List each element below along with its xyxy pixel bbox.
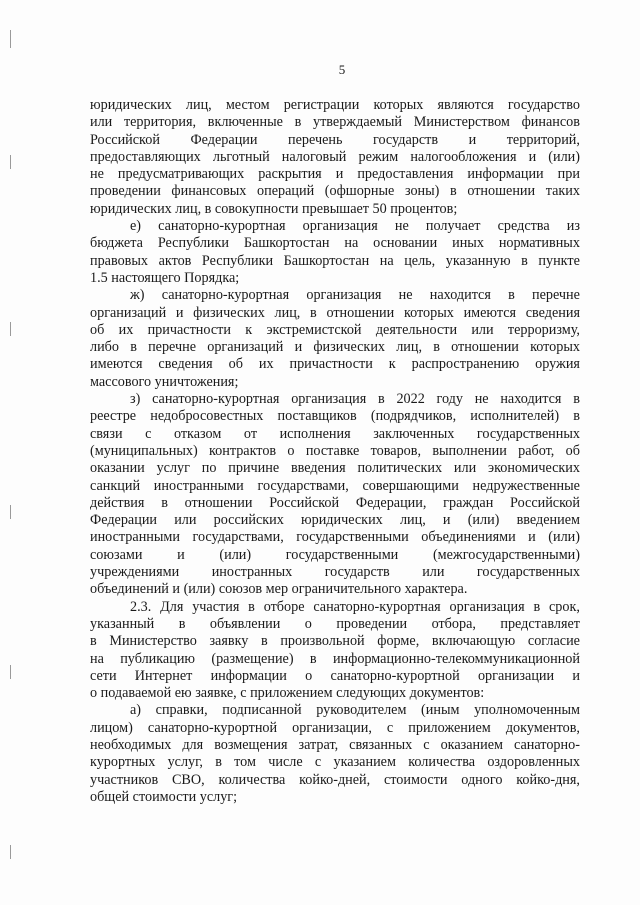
text-line: реестре недобросовестных поставщиков (подрядчиков, исполнителей) в: [90, 408, 580, 425]
binding-mark: [10, 505, 11, 519]
text-line: не предусматривающих раскрытия и предоставления информации при: [90, 166, 580, 183]
text-line: 1.5 настоящего Порядка;: [90, 269, 240, 286]
text-line: предоставляющих льготный налоговый режим налогообложения и (или): [90, 148, 580, 165]
text-line: общей стоимости услуг;: [90, 788, 238, 805]
text-line: союзами и (или) государственными (межгосударственными): [90, 546, 580, 563]
text-line: об их причастности к экстремистской деятельности или терроризму,: [90, 321, 580, 338]
text-line: участников СВО, количества койко-дней, стоимости одного койко-дня,: [90, 771, 580, 788]
text-line: (муниципальных) контрактов о поставке товаров, выполнении работ, об: [90, 442, 580, 459]
text-line: е) санаторно-курортная организация не получает средства из: [130, 218, 580, 235]
text-line: имеются сведения об их причастности к распространению оружия: [90, 356, 580, 373]
text-line: иностранными государствами, государственными объединениями и (или): [90, 529, 580, 546]
text-line: указанный в объявлении о проведении отбора, представляет: [90, 615, 580, 632]
text-line: правовых актов Республики Башкортостан на цель, указанную в пункте: [90, 252, 580, 269]
text-line: бюджета Республики Башкортостан на основании иных нормативных: [90, 235, 580, 252]
binding-mark: [10, 665, 11, 679]
text-line: оказании услуг по причине введения политических или экономических: [90, 460, 580, 477]
body-text: [90, 97, 580, 806]
text-line: сети Интернет информации о санаторно-курортной организации и: [90, 667, 580, 684]
text-line: в Министерство заявку в произвольной форме, включающую согласие: [90, 633, 580, 650]
text-line: или территория, включенные в утверждаемый Министерством финансов: [90, 114, 580, 131]
text-line: связи с отказом от исполнения заключенных государственных: [90, 425, 580, 442]
binding-mark: [10, 155, 11, 169]
page-number: 5: [338, 62, 346, 77]
text-line: действия в отношении Российской Федерации, граждан Российской: [90, 494, 580, 511]
text-line: массового уничтожения;: [90, 373, 239, 390]
text-line: учреждениями иностранных государств или государственных: [90, 564, 580, 581]
text-line: о подаваемой ею заявке, с приложением следующих документов:: [90, 685, 485, 702]
text-line: Федерации или российских юридических лиц, и (или) введением: [90, 512, 580, 529]
text-line: 2.3. Для участия в отборе санаторно-курортная организация в срок,: [130, 598, 580, 615]
text-line: з) санаторно-курортная организация в 2022 году не находится в: [130, 391, 580, 408]
text-line: юридических лиц, в совокупности превышает 50 процентов;: [90, 200, 458, 217]
text-line: необходимых для возмещения затрат, связанных с оказанием санаторно-: [90, 736, 580, 753]
text-line: на публикацию (размещение) в информационно-телекоммуникационной: [90, 650, 580, 667]
text-line: Российской Федерации перечень государств и территорий,: [90, 131, 580, 148]
text-line: проведении финансовых операций (офшорные зоны) в отношении таких: [90, 183, 580, 200]
text-line: лицом) санаторно-курортной организации, с приложением документов,: [90, 719, 580, 736]
text-line: а) справки, подписанной руководителем (иным уполномоченным: [130, 702, 580, 719]
binding-mark: [10, 845, 11, 859]
text-line: санкций иностранными государствами, совершающими недружественные: [90, 477, 580, 494]
text-line: юридических лиц, местом регистрации которых являются государство: [90, 97, 580, 113]
binding-mark: [10, 322, 11, 336]
text-line: либо в перечне организаций и физических лиц, в отношении которых: [90, 339, 580, 356]
binding-mark: [10, 30, 11, 48]
text-line: ж) санаторно-курортная организация не находится в перечне: [130, 287, 580, 304]
text-line: организаций и физических лиц, в отношении которых имеются сведения: [90, 304, 580, 321]
text-line: объединений и (или) союзов мер ограничительного характера.: [90, 581, 468, 598]
text-line: курортных услуг, в том числе с указанием количества оздоровленных: [90, 754, 580, 771]
